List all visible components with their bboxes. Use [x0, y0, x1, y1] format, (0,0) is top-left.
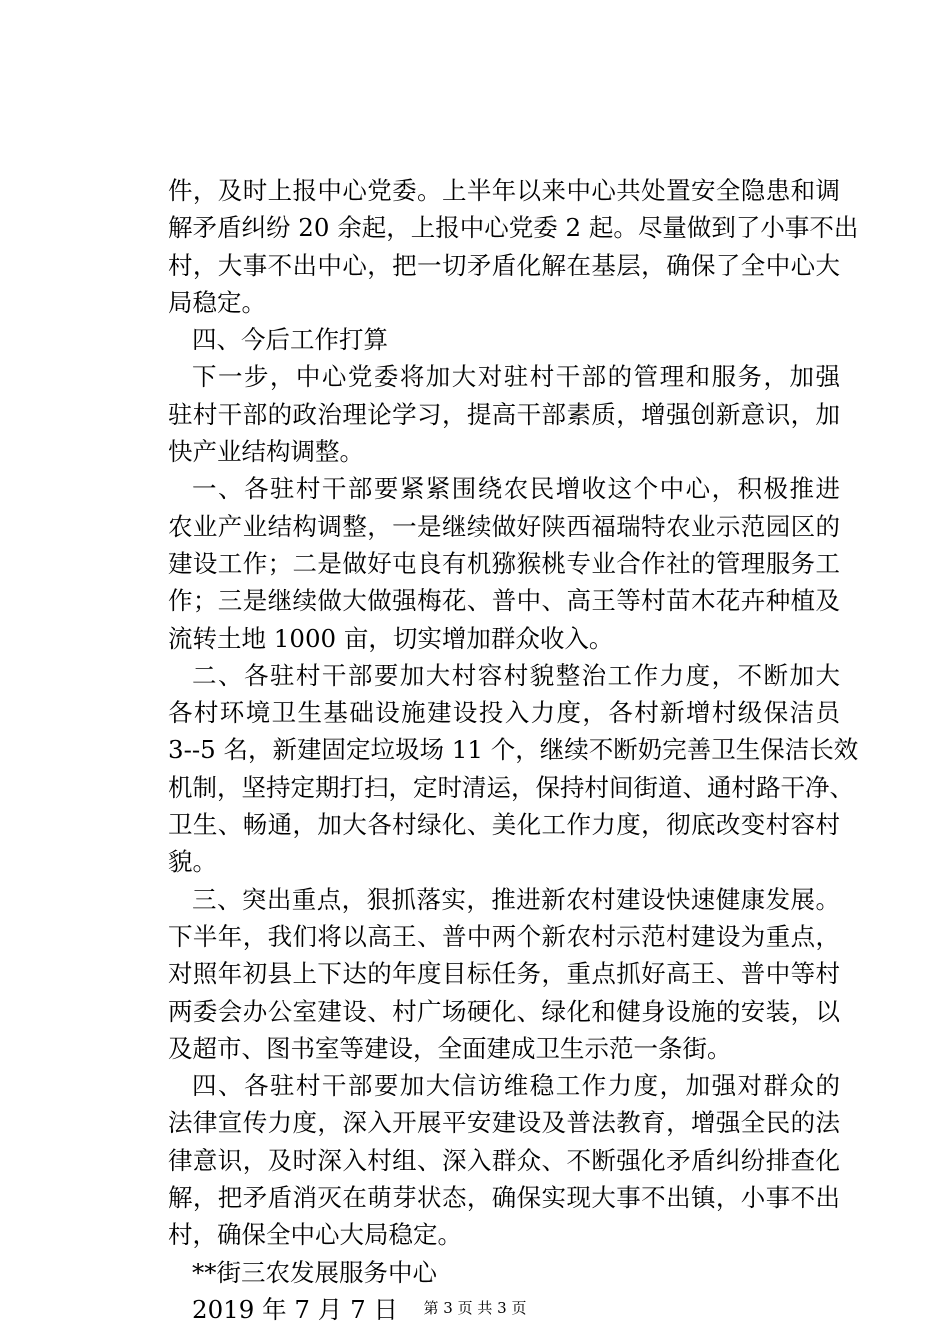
text-line: 四、各驻村干部要加大信访维稳工作力度，加强对群众的 [192, 1071, 840, 1101]
text-line: 驻村干部的政治理论学习，提高干部素质，增强创新意识，加 [168, 399, 840, 429]
text-line: 建设工作；二是做好屯良有机猕猴桃专业合作社的管理服务工 [168, 548, 840, 578]
text-line: 各村环境卫生基础设施建设投入力度，各村新增村级保洁员 [168, 698, 840, 728]
document-body [168, 172, 859, 1328]
text-line: 一、各驻村干部要紧紧围绕农民增收这个中心，积极推进 [192, 474, 840, 504]
text-line: 法律宣传力度，深入开展平安建设及普法教育，增强全民的法 [168, 1108, 840, 1138]
text-line: 机制，坚持定期打扫，定时清运，保持村间街道、通村路干净、 [168, 772, 854, 802]
text-line: 解，把矛盾消灭在萌芽状态，确保实现大事不出镇，小事不出 [168, 1183, 840, 1213]
text-line: 2019 年 7 月 7 日 [192, 1294, 398, 1324]
text-line: 局稳定。 [168, 287, 266, 317]
text-line: 3--5 名，新建固定垃圾场 11 个，继续不断奶完善卫生保洁长效 [168, 735, 859, 765]
text-line: 解矛盾纠纷 20 余起，上报中心党委 2 起。尽量做到了小事不出 [168, 213, 859, 243]
text-line: 件，及时上报中心党委。上半年以来中心共处置安全隐患和调 [168, 176, 840, 205]
text-line: 村，大事不出中心，把一切矛盾化解在基层，确保了全中心大 [168, 250, 840, 280]
text-line: 农业产业结构调整，一是继续做好陕西福瑞特农业示范园区的 [168, 511, 840, 541]
text-line: 律意识，及时深入村组、深入群众、不断强化矛盾纠纷排查化 [168, 1145, 840, 1175]
text-line: 流转土地 1000 亩，切实增加群众收入。 [168, 623, 614, 653]
text-line: 村，确保全中心大局稳定。 [168, 1220, 462, 1250]
text-line: 及超市、图书室等建设，全面建成卫生示范一条街。 [168, 1033, 732, 1063]
text-line: 卫生、畅通，加大各村绿化、美化工作力度，彻底改变村容村 [168, 810, 840, 840]
text-line: 三、突出重点，狠抓落实，推进新农村建设快速健康发展。 [192, 884, 840, 914]
text-line: 下一步，中心党委将加大对驻村干部的管理和服务，加强 [192, 362, 840, 392]
page-footer: 第 3 页 共 3 页 [423, 1299, 527, 1317]
text-line: 四、今后工作打算 [192, 325, 388, 355]
text-line: 下半年，我们将以高王、普中两个新农村示范村建设为重点， [168, 921, 840, 951]
text-line: **街三农发展服务中心 [192, 1257, 437, 1287]
text-line: 二、各驻村干部要加大村容村貌整治工作力度，不断加大 [192, 660, 840, 690]
text-line: 作；三是继续做大做强梅花、普中、高王等村苗木花卉种植及 [168, 586, 840, 616]
text-line: 两委会办公室建设、村广场硬化、绿化和健身设施的安装，以 [168, 996, 840, 1026]
text-line: 快产业结构调整。 [168, 437, 364, 467]
text-line: 对照年初县上下达的年度目标任务，重点抓好高王、普中等村 [168, 959, 840, 989]
text-line: 貌。 [168, 847, 217, 877]
